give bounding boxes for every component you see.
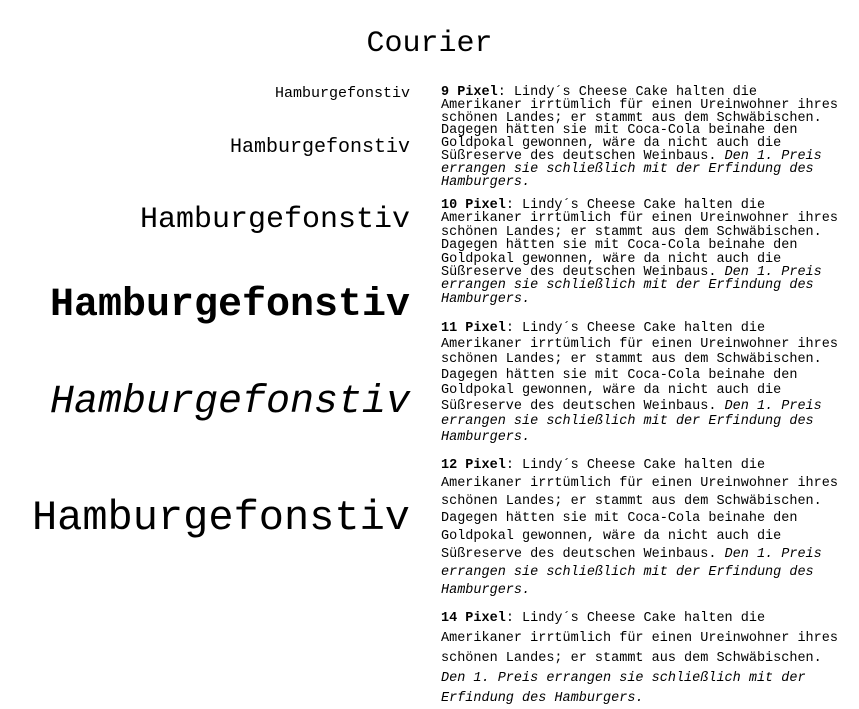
pixel-size-label: 10 Pixel — [441, 198, 506, 213]
sample-text-segment: Hamburgers. — [441, 582, 531, 598]
sample-line — [441, 321, 838, 337]
sample-text-segment: : Lindy´s Cheese Cake halten die — [497, 85, 757, 100]
sample-line — [441, 475, 838, 493]
sample-text-segment: Amerikaner irrtümlich für einen Ureinwohner ihres — [441, 336, 838, 352]
sample-line — [441, 212, 838, 225]
sample-line — [441, 457, 838, 475]
sample-text-segment: : Lindy´s Cheese Cake halten die — [505, 611, 766, 626]
specimen-hamburgefonstiv-3: Hamburgefonstiv — [139, 203, 410, 237]
specimen-hamburgefonstiv-2: Hamburgefonstiv — [229, 136, 410, 159]
sample-text-segment: schönen Landes; er stammt aus dem Schwäbischen. — [441, 110, 822, 126]
sample-text-segment: schönen Landes; er stammt aus dem Schwäbischen. — [441, 651, 822, 666]
specimen-hamburgefonstiv-1: Hamburgefonstiv — [274, 85, 410, 102]
sample-line — [441, 564, 838, 582]
pixel-size-label: 11 Pixel — [441, 321, 506, 336]
sample-text-segment: Süßreserve des deutschen Weinbaus. — [441, 398, 725, 414]
sample-line — [441, 546, 838, 564]
specimen-column — [0, 0, 410, 692]
sample-line — [441, 253, 838, 266]
pixel-size-label: 12 Pixel — [441, 458, 506, 473]
sample-line — [441, 649, 838, 669]
sample-line — [441, 669, 838, 689]
sample-block-9-pixel — [441, 87, 838, 189]
sample-line — [441, 383, 838, 399]
sample-text-segment: Amerikaner irrtümlich für einen Ureinwohner ihres — [441, 475, 838, 491]
sample-text-segment: Amerikaner irrtümlich für einen Ureinwohner ihres — [441, 211, 838, 227]
specimen-hamburgefonstiv-6: Hamburgefonstiv — [31, 494, 410, 542]
sample-text-segment: errangen sie schließlich mit der Erfindung des — [441, 414, 814, 429]
page-title: Courier — [366, 27, 493, 61]
sample-text-segment: : Lindy´s Cheese Cake halten die — [505, 198, 766, 213]
sample-text-segment: errangen sie schließlich mit der Erfindung des — [441, 278, 814, 294]
sample-text-segment: Süßreserve des deutschen Weinbaus. — [441, 148, 725, 164]
sample-line — [441, 279, 838, 292]
sample-line — [441, 493, 838, 511]
sample-text-segment: Den 1. Preis errangen sie schließlich mit der — [441, 671, 806, 686]
sample-line — [441, 629, 838, 649]
sample-text-segment: Hamburgers. — [441, 174, 531, 190]
sample-line — [441, 174, 838, 190]
sample-text-segment: Dagegen hätten sie mit Coca-Cola beinahe den — [441, 238, 798, 254]
sample-text-segment: Süßreserve des deutschen Weinbaus. — [441, 264, 725, 280]
sample-text-segment: Goldpokal gewonnen, wäre da nicht auch die — [441, 383, 782, 398]
sample-block-12-pixel — [441, 457, 838, 599]
sample-line — [441, 609, 838, 629]
sample-block-14-pixel — [441, 609, 838, 709]
sample-line — [441, 399, 838, 415]
sample-line — [441, 528, 838, 546]
sample-text-segment: Dagegen hätten sie mit Coca-Cola beinahe den — [441, 123, 798, 139]
specimen-hamburgefonstiv-4: Hamburgefonstiv — [49, 283, 410, 328]
sample-text-segment: Goldpokal gewonnen, wäre da nicht auch die — [441, 529, 782, 545]
sample-text-segment: errangen sie schließlich mit der Erfindung des — [441, 161, 814, 177]
sample-line — [441, 414, 838, 430]
sample-block-11-pixel — [441, 321, 838, 445]
pixel-size-label: 14 Pixel — [441, 611, 506, 626]
sample-text-segment: Amerikaner irrtümlich für einen Ureinwohner ihres — [441, 631, 838, 646]
sample-text-segment: schönen Landes; er stammt aus dem Schwäbischen. — [441, 352, 822, 367]
sample-text-segment: : Lindy´s Cheese Cake halten die — [505, 458, 766, 473]
sample-column — [441, 0, 859, 706]
sample-line — [441, 430, 838, 446]
sample-line — [441, 337, 838, 353]
sample-line — [441, 352, 838, 368]
sample-text-segment: : Lindy´s Cheese Cake halten die — [505, 321, 766, 336]
sample-line — [441, 582, 838, 600]
sample-line — [441, 293, 838, 306]
pixel-size-label: 9 Pixel — [441, 85, 498, 100]
sample-line — [441, 266, 838, 279]
sample-text-segment: Amerikaner irrtümlich für einen Ureinwohner ihres — [441, 97, 838, 113]
sample-line — [441, 239, 838, 252]
sample-text-segment: Erfindung des Hamburgers. — [441, 691, 644, 706]
sample-text-segment: Goldpokal gewonnen, wäre da nicht auch die — [441, 136, 782, 152]
sample-text-segment: Hamburgers. — [441, 429, 531, 445]
sample-text-segment: Den 1. Preis — [724, 546, 822, 562]
sample-line — [441, 510, 838, 528]
sample-text-segment: Den 1. Preis — [724, 398, 822, 414]
sample-line — [441, 689, 838, 709]
sample-text-segment: Dagegen hätten sie mit Coca-Cola beinahe den — [441, 367, 798, 383]
sample-text-segment: schönen Landes; er stammt aus dem Schwäbischen. — [441, 493, 822, 509]
sample-text-segment: Hamburgers. — [441, 291, 531, 307]
sample-text-segment: Dagegen hätten sie mit Coca-Cola beinahe den — [441, 511, 798, 527]
sample-line — [441, 226, 838, 239]
sample-text-segment: Goldpokal gewonnen, wäre da nicht auch die — [441, 251, 782, 267]
sample-text-segment: Süßreserve des deutschen Weinbaus. — [441, 546, 725, 562]
sample-text-segment: Den 1. Preis — [724, 264, 822, 280]
sample-line — [441, 199, 838, 212]
sample-block-10-pixel — [441, 199, 838, 306]
sample-text-segment: errangen sie schließlich mit der Erfindung des — [441, 564, 814, 580]
specimen-hamburgefonstiv-5: Hamburgefonstiv — [49, 380, 410, 425]
sample-line — [441, 368, 838, 384]
sample-text-segment: Den 1. Preis — [724, 148, 822, 164]
sample-text-segment: schönen Landes; er stammt aus dem Schwäbischen. — [441, 224, 822, 240]
